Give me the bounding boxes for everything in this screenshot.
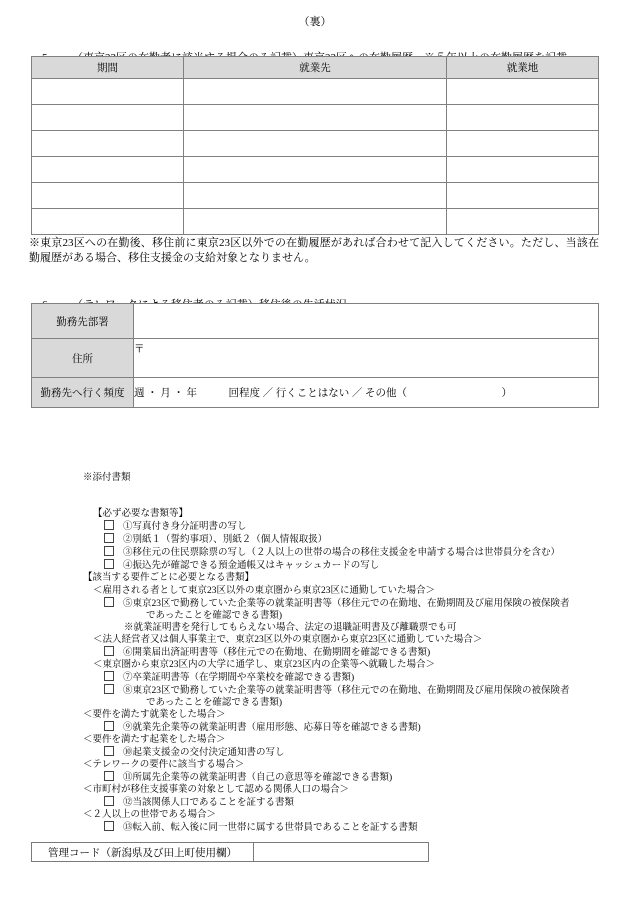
management-code-label: 管理コード（新潟県及び田上町使用欄） bbox=[32, 843, 254, 862]
attachment-line-label: ⑪所属先企業等の就業証明書（自己の意思等を確認できる書類) bbox=[123, 773, 393, 784]
attachment-text-line bbox=[83, 508, 570, 520]
management-code-box bbox=[31, 842, 429, 862]
attachments-heading: ※添付書類 bbox=[83, 473, 131, 484]
attachment-line-label: ⑥開業届出済証明書等（移住元での在勤地、在勤期間を確認できる書類) bbox=[123, 647, 431, 658]
attachment-line-label: ①写真付き身分証明書の写し bbox=[123, 522, 247, 533]
checkbox-icon[interactable] bbox=[104, 646, 114, 656]
label-workplace-department: 勤務先部署 bbox=[32, 304, 134, 339]
attachment-line-label: ⑩起業支援金の交付決定通知書の写し bbox=[123, 748, 285, 759]
table-row bbox=[32, 183, 599, 209]
attachment-text-line bbox=[83, 697, 570, 709]
table-cell[interactable] bbox=[184, 209, 447, 235]
attachment-line-label: ＜市町村が移住支援事業の対象として認める関係人口の場合＞ bbox=[83, 785, 350, 796]
table-cell[interactable] bbox=[447, 157, 599, 183]
attachment-text-line bbox=[83, 585, 570, 597]
attachment-check-item[interactable] bbox=[83, 796, 570, 809]
checkbox-icon[interactable] bbox=[104, 520, 114, 530]
attachment-text-line bbox=[83, 634, 570, 646]
table-cell[interactable] bbox=[32, 131, 184, 157]
table-row bbox=[32, 79, 599, 105]
attachment-text-line bbox=[83, 572, 570, 584]
checkbox-icon[interactable] bbox=[104, 746, 114, 756]
attachment-line-label: ＜東京圏から東京23区内の大学に通学し、東京23区内の企業等へ就職した場合＞ bbox=[93, 659, 436, 670]
row-workplace-department bbox=[32, 304, 599, 339]
input-workplace-department[interactable] bbox=[134, 304, 599, 339]
attachment-documents-list bbox=[83, 448, 570, 859]
attachment-line-label: ＜雇用される者として東京23区以外の東京圏から東京23区に通勤していた場合＞ bbox=[93, 585, 436, 596]
checkbox-icon[interactable] bbox=[104, 533, 114, 543]
row-commute-frequency bbox=[32, 378, 599, 408]
input-address[interactable]: 〒 bbox=[134, 339, 599, 378]
attachment-line-label: ③移住元の住民票除票の写し（２人以上の世帯の場合の移住支援金を申請する場合は世帯員分を含む） bbox=[123, 548, 561, 559]
attachment-line-label: 【該当する要件ごとに必要となる書類】 bbox=[83, 573, 255, 584]
table-row bbox=[32, 105, 599, 131]
attachment-line-label: ⑬転入前、転入後に同一世帯に属する世帯員であることを証する書類 bbox=[123, 823, 418, 834]
attachment-check-item[interactable] bbox=[83, 520, 570, 533]
checkbox-icon[interactable] bbox=[104, 559, 114, 569]
checkbox-icon[interactable] bbox=[104, 796, 114, 806]
attachment-line-label: ※就業証明書を発行してもらえない場合、法定の退職証明書及び離職票でも可 bbox=[124, 622, 457, 633]
row-address bbox=[32, 339, 599, 378]
attachment-line-label: であったことを確認できる書類) bbox=[146, 697, 283, 708]
attachment-check-item[interactable] bbox=[83, 684, 570, 697]
attachment-line-label: ②別紙１（誓約事項）、別紙２（個人情報取扱） bbox=[123, 535, 328, 546]
table-row bbox=[32, 157, 599, 183]
checkbox-icon[interactable] bbox=[104, 821, 114, 831]
work-history-table bbox=[31, 56, 599, 235]
checkbox-icon[interactable] bbox=[104, 684, 114, 694]
attachment-line-label: ＜要件を満たす就業をした場合＞ bbox=[83, 709, 226, 720]
table-cell[interactable] bbox=[32, 79, 184, 105]
attachment-check-item[interactable] bbox=[83, 533, 570, 546]
attachment-check-item[interactable] bbox=[83, 559, 570, 572]
table-cell[interactable] bbox=[184, 105, 447, 131]
attachment-text-line bbox=[83, 622, 570, 634]
column-header-worksite: 就業地 bbox=[447, 57, 599, 79]
attachment-text-line bbox=[83, 610, 570, 622]
table-cell[interactable] bbox=[32, 183, 184, 209]
attachment-check-item[interactable] bbox=[83, 546, 570, 559]
attachment-check-item[interactable] bbox=[83, 671, 570, 684]
attachment-check-item[interactable] bbox=[83, 646, 570, 659]
attachment-text-line bbox=[83, 759, 570, 771]
attachment-text-line bbox=[83, 709, 570, 721]
checkbox-icon[interactable] bbox=[104, 721, 114, 731]
table-cell[interactable] bbox=[32, 105, 184, 131]
attachment-text-line bbox=[83, 659, 570, 671]
table-cell[interactable] bbox=[447, 131, 599, 157]
attachment-line-label: ＜２人以上の世帯である場合＞ bbox=[83, 810, 217, 821]
attachment-check-item[interactable] bbox=[83, 771, 570, 784]
table-cell[interactable] bbox=[447, 209, 599, 235]
column-header-employer: 就業先 bbox=[184, 57, 447, 79]
attachment-check-item[interactable] bbox=[83, 746, 570, 759]
table-cell[interactable] bbox=[447, 105, 599, 131]
label-commute-frequency: 勤務先へ行く頻度 bbox=[32, 378, 134, 408]
table-header-row bbox=[32, 57, 599, 79]
attachment-line-label: ＜要件を満たす起業をした場合＞ bbox=[83, 735, 226, 746]
attachment-line-label: ⑨就業先企業等の就業証明書（雇用形態、応募日等を確認できる書類) bbox=[123, 723, 421, 734]
table-row bbox=[32, 209, 599, 235]
post-migration-life-table bbox=[31, 303, 599, 408]
table-cell[interactable] bbox=[184, 157, 447, 183]
attachment-check-item[interactable] bbox=[83, 821, 570, 834]
section-5-note: ※東京23区への在勤後、移住前に東京23区以外での在勤履歴があれば合わせて記入してください。ただし、当該在勤履歴がある場合、移住支援金の支給対象となりません。 bbox=[29, 237, 599, 264]
table-cell[interactable] bbox=[32, 157, 184, 183]
label-address: 住所 bbox=[32, 339, 134, 378]
page-side-marker: （裏） bbox=[298, 16, 332, 28]
attachment-text-line bbox=[83, 809, 570, 821]
attachment-line-label: ＜法人経営者又は個人事業主で、東京23区以外の東京圏から東京23区に通勤していた場合＞ bbox=[93, 634, 483, 645]
attachment-text-line bbox=[83, 734, 570, 746]
attachment-line-label: ＜テレワークの要件に該当する場合＞ bbox=[83, 760, 245, 771]
table-cell[interactable] bbox=[184, 183, 447, 209]
attachment-text-line bbox=[83, 784, 570, 796]
attachment-check-item[interactable] bbox=[83, 721, 570, 734]
table-cell[interactable] bbox=[184, 79, 447, 105]
management-code-row bbox=[32, 843, 429, 862]
attachment-line-label: ⑤東京23区で勤務していた企業等の就業証明書等（移住元での在勤地、在勤期間及び雇用保険の被保険者 bbox=[123, 598, 570, 609]
attachment-line-label: ⑦卒業証明書等（在学期間や卒業校を確認できる書類) bbox=[123, 672, 355, 683]
checkbox-icon[interactable] bbox=[104, 546, 114, 556]
input-commute-frequency[interactable]: 週 ・ 月 ・ 年 回程度 ／ 行くことはない ／ その他（ ） bbox=[134, 378, 599, 408]
table-cell[interactable] bbox=[447, 79, 599, 105]
table-cell[interactable] bbox=[32, 209, 184, 235]
attachment-line-label: であったことを確認できる書類) bbox=[146, 610, 283, 621]
attachment-line-label: ⑧東京23区で勤務していた企業等の就業証明書等（移住元での在勤地、在勤期間及び雇用保険の被保険者 bbox=[123, 685, 570, 696]
attachment-check-item[interactable] bbox=[83, 597, 570, 610]
checkbox-icon[interactable] bbox=[104, 597, 114, 607]
checkbox-icon[interactable] bbox=[104, 671, 114, 681]
management-code-value[interactable] bbox=[254, 843, 429, 862]
table-cell[interactable] bbox=[184, 131, 447, 157]
attachment-line-label: 【必ず必要な書類等】 bbox=[93, 509, 189, 520]
table-row bbox=[32, 131, 599, 157]
table-cell[interactable] bbox=[447, 183, 599, 209]
column-header-period: 期間 bbox=[32, 57, 184, 79]
checkbox-icon[interactable] bbox=[104, 771, 114, 781]
attachment-line-label: ⑫当該関係人口であることを証する書類 bbox=[123, 798, 295, 809]
attachment-line-label: ④振込先が確認できる預金通帳又はキャッシュカードの写し bbox=[123, 561, 380, 572]
